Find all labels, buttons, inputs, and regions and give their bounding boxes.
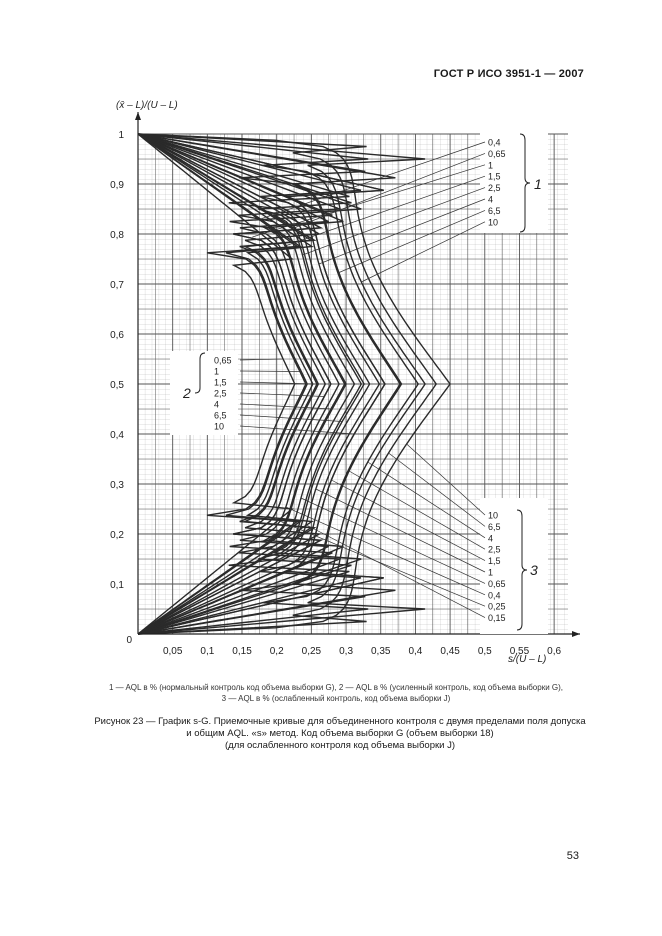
caption-line: и общим AQL. «s» метод. Код объема выборки G (объем выборки 18) — [186, 728, 494, 739]
aql-label-2: 1,5 — [214, 377, 227, 388]
aql-label-2: 0,65 — [214, 355, 232, 366]
y-tick-label: 0 — [126, 635, 132, 646]
aql-label-1: 6,5 — [488, 205, 501, 216]
aql-label-2: 2,5 — [214, 388, 227, 399]
aql-label-1: 0,4 — [488, 137, 501, 148]
y-tick-label: 0,9 — [110, 180, 124, 191]
aql-label-3: 4 — [488, 533, 494, 544]
aql-label-1: 1 — [488, 160, 494, 171]
x-tick-label: 0,2 — [269, 646, 284, 657]
aql-label-3: 1,5 — [488, 556, 501, 567]
y-tick-label: 0,3 — [110, 480, 124, 491]
x-tick-label: 0,3 — [339, 646, 354, 657]
legend-line: 1 — AQL в % (нормальный контроль код объема выборки G), 2 — AQL в % (усиленный контроль, код объема выборки G), — [109, 683, 563, 692]
y-tick-label: 1 — [118, 130, 124, 141]
y-tick-label: 0,7 — [110, 280, 124, 291]
standard-header: ГОСТ Р ИСО 3951-1 — 2007 — [433, 68, 584, 80]
caption-line: Рисунок 23 — График s-G. Приемочные кривые для объединенного контроля с двумя пределами поля допуска — [94, 716, 586, 727]
aql-label-3: 0,25 — [488, 601, 506, 612]
figure-legend — [56, 682, 616, 704]
aql-label-2: 10 — [214, 421, 225, 432]
x-axis-arrow — [572, 631, 580, 637]
x-tick-label: 0,45 — [440, 646, 460, 657]
group-marker-3: 3 — [530, 562, 538, 578]
y-tick-label: 0,6 — [110, 330, 124, 341]
aql-label-2: 1 — [214, 366, 220, 377]
x-tick-label: 0,4 — [408, 646, 423, 657]
group-marker-1: 1 — [534, 176, 542, 192]
group-marker-2: 2 — [183, 385, 191, 401]
y-axis-arrow — [135, 112, 141, 120]
aql-label-3: 10 — [488, 510, 499, 521]
x-tick-label: 0,15 — [232, 646, 252, 657]
x-tick-label: 0,35 — [371, 646, 391, 657]
aql-label-3: 1 — [488, 567, 494, 578]
aql-label-3: 0,65 — [488, 578, 506, 589]
x-axis-label: s/(U – L) — [508, 654, 547, 665]
x-tick-label: 0,25 — [301, 646, 322, 657]
leader-line — [240, 371, 300, 372]
aql-label-3: 6,5 — [488, 521, 501, 532]
x-tick-label: 0,05 — [162, 646, 183, 657]
legend-line: 3 — AQL в % (ослабленный контроль, код объема выборки J) — [221, 694, 451, 703]
x-tick-label: 0,6 — [547, 646, 562, 657]
x-tick-label: 0,5 — [477, 646, 492, 657]
aql-label-3: 0,15 — [488, 613, 506, 624]
y-tick-label: 0,2 — [110, 530, 124, 541]
y-tick-label: 0,1 — [110, 580, 124, 591]
y-tick-label: 0,5 — [110, 380, 124, 391]
aql-label-3: 2,5 — [488, 544, 501, 555]
figure-caption — [60, 716, 620, 752]
aql-label-1: 10 — [488, 217, 499, 228]
x-tick-label: 0,1 — [200, 646, 215, 657]
aql-label-2: 6,5 — [214, 410, 227, 421]
page-number: 53 — [566, 850, 579, 862]
caption-line: (для ослабленного контроля код объема выборки J) — [224, 740, 456, 751]
aql-label-1: 0,65 — [488, 148, 506, 159]
x-tick-label: 0,55 — [509, 646, 530, 657]
aql-label-1: 2,5 — [488, 183, 501, 194]
y-tick-label: 0,4 — [110, 430, 124, 441]
y-tick-label: 0,8 — [110, 230, 124, 241]
aql-label-1: 4 — [488, 194, 494, 205]
y-axis-label: (x̄ – L)/(U – L) — [116, 100, 178, 111]
aql-label-2: 4 — [214, 399, 220, 410]
aql-label-1: 1,5 — [488, 171, 501, 182]
aql-label-3: 0,4 — [488, 590, 501, 601]
